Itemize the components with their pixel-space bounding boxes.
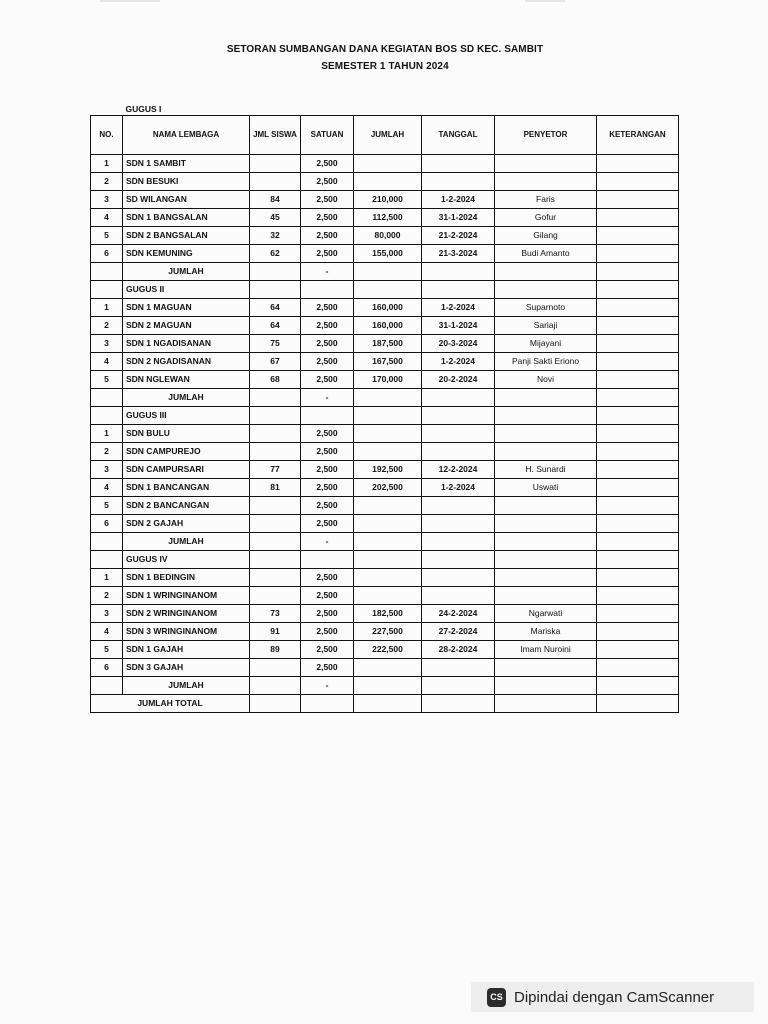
group-total-label: JUMLAH	[123, 533, 250, 551]
cell-siswa: 32	[250, 227, 301, 245]
cell-no: 1	[91, 569, 123, 587]
cell-keterangan	[597, 245, 679, 263]
cell-tanggal: 28-2-2024	[422, 641, 495, 659]
cell-satuan: 2,500	[301, 587, 354, 605]
cell-tanggal: 20-2-2024	[422, 371, 495, 389]
group-total-label: JUMLAH	[123, 677, 250, 695]
cell-nama: SDN 2 GAJAH	[123, 515, 250, 533]
cell-no: 5	[91, 641, 123, 659]
cell-siswa: 64	[250, 299, 301, 317]
cell-no: 1	[91, 155, 123, 173]
table-row	[91, 659, 679, 677]
cell-tanggal: 12-2-2024	[422, 461, 495, 479]
cell-no: 6	[91, 515, 123, 533]
cell-tanggal	[422, 173, 495, 191]
table-row	[91, 569, 679, 587]
grand-total-label: JUMLAH TOTAL	[91, 695, 250, 713]
empty-cell	[250, 677, 301, 695]
empty-cell	[91, 677, 123, 695]
empty-cell	[91, 533, 123, 551]
cell-siswa: 62	[250, 245, 301, 263]
table-row	[91, 605, 679, 623]
cell-jumlah: 80,000	[354, 227, 422, 245]
cell-penyetor: Imam Nuroini	[495, 641, 597, 659]
cell-siswa	[250, 173, 301, 191]
cell-penyetor: H. Sunardi	[495, 461, 597, 479]
cell-no: 2	[91, 173, 123, 191]
cell-siswa	[250, 569, 301, 587]
cell-keterangan	[597, 191, 679, 209]
cell-siswa	[250, 587, 301, 605]
group-total-satuan: -	[301, 389, 354, 407]
cell-penyetor: Budi Amanto	[495, 245, 597, 263]
cell-siswa	[250, 497, 301, 515]
header-jml-siswa: JML SISWA	[250, 116, 301, 155]
camscanner-label: Dipindai dengan CamScanner	[514, 988, 715, 1006]
cell-nama: SDN 1 SAMBIT	[123, 155, 250, 173]
table-row	[91, 227, 679, 245]
empty-cell	[250, 389, 301, 407]
cell-satuan: 2,500	[301, 155, 354, 173]
empty-cell	[354, 281, 422, 299]
table-row	[91, 209, 679, 227]
cell-penyetor	[495, 497, 597, 515]
cell-keterangan	[597, 173, 679, 191]
group-label: GUGUS III	[123, 407, 250, 425]
cell-nama: SDN CAMPURSARI	[123, 461, 250, 479]
table-row	[91, 317, 679, 335]
cell-no: 3	[91, 461, 123, 479]
empty-cell	[301, 551, 354, 569]
cell-keterangan	[597, 353, 679, 371]
empty-cell	[495, 389, 597, 407]
cell-satuan: 2,500	[301, 371, 354, 389]
group-label: GUGUS I	[125, 103, 162, 114]
cell-keterangan	[597, 425, 679, 443]
group-total-row	[91, 677, 679, 695]
camscanner-watermark	[471, 982, 754, 1012]
cell-satuan: 2,500	[301, 245, 354, 263]
cell-jumlah: 222,500	[354, 641, 422, 659]
cell-keterangan	[597, 641, 679, 659]
table-header-row	[91, 116, 679, 155]
cell-siswa: 81	[250, 479, 301, 497]
cell-jumlah: 192,500	[354, 461, 422, 479]
cell-nama: SDN 2 MAGUAN	[123, 317, 250, 335]
document-title: SETORAN SUMBANGAN DANA KEGIATAN BOS SD KEC. SAMBIT	[226, 44, 544, 55]
empty-cell	[422, 677, 495, 695]
empty-cell	[250, 533, 301, 551]
group-total-satuan: -	[301, 263, 354, 281]
cell-no: 3	[91, 605, 123, 623]
header-satuan: SATUAN	[301, 116, 354, 155]
table-row	[91, 191, 679, 209]
empty-cell	[597, 551, 679, 569]
cell-keterangan	[597, 569, 679, 587]
scan-edge-marks	[95, 0, 675, 3]
empty-cell	[495, 407, 597, 425]
document-subtitle: SEMESTER 1 TAHUN 2024	[321, 61, 449, 72]
cell-no: 1	[91, 425, 123, 443]
cell-keterangan	[597, 605, 679, 623]
cell-no: 5	[91, 371, 123, 389]
cell-jumlah	[354, 155, 422, 173]
cell-nama: SDN 1 BANGSALAN	[123, 209, 250, 227]
cell-penyetor: Gilang	[495, 227, 597, 245]
cell-nama: SDN 1 NGADISANAN	[123, 335, 250, 353]
cell-no: 5	[91, 497, 123, 515]
cell-penyetor: Sariaji	[495, 317, 597, 335]
empty-cell	[597, 389, 679, 407]
empty-cell	[250, 281, 301, 299]
cell-siswa: 67	[250, 353, 301, 371]
empty-cell	[495, 281, 597, 299]
cell-siswa: 77	[250, 461, 301, 479]
empty-cell	[91, 263, 123, 281]
cell-keterangan	[597, 497, 679, 515]
cell-keterangan	[597, 335, 679, 353]
empty-cell	[354, 407, 422, 425]
cell-satuan: 2,500	[301, 353, 354, 371]
empty-cell	[301, 695, 354, 713]
empty-cell	[422, 281, 495, 299]
cell-no: 2	[91, 587, 123, 605]
empty-cell	[495, 263, 597, 281]
cell-no: 1	[91, 299, 123, 317]
header-penyetor: PENYETOR	[495, 116, 597, 155]
cell-jumlah: 210,000	[354, 191, 422, 209]
cell-satuan: 2,500	[301, 425, 354, 443]
cell-tanggal: 1-2-2024	[422, 191, 495, 209]
cell-jumlah	[354, 425, 422, 443]
cell-keterangan	[597, 587, 679, 605]
group-no-cell	[91, 551, 123, 569]
empty-cell	[354, 695, 422, 713]
cell-siswa: 68	[250, 371, 301, 389]
header-jumlah: JUMLAH	[354, 116, 422, 155]
cell-siswa: 84	[250, 191, 301, 209]
group-header-row	[91, 281, 679, 299]
table-row	[91, 623, 679, 641]
cell-nama: SDN 2 WRINGINANOM	[123, 605, 250, 623]
cell-no: 4	[91, 209, 123, 227]
group-no-cell	[91, 281, 123, 299]
cell-tanggal: 24-2-2024	[422, 605, 495, 623]
cell-penyetor: Uswati	[495, 479, 597, 497]
cell-siswa: 75	[250, 335, 301, 353]
cell-nama: SDN BESUKI	[123, 173, 250, 191]
cell-penyetor: Mijayani	[495, 335, 597, 353]
cell-no: 4	[91, 479, 123, 497]
cell-nama: SDN 1 WRINGINANOM	[123, 587, 250, 605]
cell-keterangan	[597, 479, 679, 497]
cell-nama: SDN 1 GAJAH	[123, 641, 250, 659]
table-row	[91, 515, 679, 533]
cell-siswa	[250, 425, 301, 443]
empty-cell	[422, 263, 495, 281]
empty-cell	[250, 407, 301, 425]
group-total-row	[91, 263, 679, 281]
empty-cell	[354, 263, 422, 281]
cell-nama: SDN NGLEWAN	[123, 371, 250, 389]
cell-jumlah	[354, 497, 422, 515]
table-row	[91, 641, 679, 659]
cell-siswa	[250, 659, 301, 677]
cell-keterangan	[597, 155, 679, 173]
empty-cell	[597, 677, 679, 695]
cell-tanggal: 1-2-2024	[422, 299, 495, 317]
empty-cell	[422, 551, 495, 569]
cell-tanggal	[422, 659, 495, 677]
group-total-label: JUMLAH	[123, 263, 250, 281]
contribution-table	[90, 103, 679, 713]
cell-siswa: 91	[250, 623, 301, 641]
cell-jumlah	[354, 173, 422, 191]
cell-penyetor: Mariska	[495, 623, 597, 641]
group-label-row	[91, 103, 679, 116]
empty-cell	[597, 281, 679, 299]
table-row	[91, 353, 679, 371]
cell-satuan: 2,500	[301, 569, 354, 587]
cell-satuan: 2,500	[301, 227, 354, 245]
cell-keterangan	[597, 515, 679, 533]
cell-penyetor: Faris	[495, 191, 597, 209]
table-row	[91, 299, 679, 317]
empty-cell	[422, 389, 495, 407]
cell-no: 2	[91, 443, 123, 461]
cell-tanggal: 21-3-2024	[422, 245, 495, 263]
camscanner-logo-icon: CS	[487, 988, 506, 1007]
empty-cell	[597, 263, 679, 281]
cell-jumlah	[354, 569, 422, 587]
cell-siswa	[250, 515, 301, 533]
cell-nama: SDN 3 WRINGINANOM	[123, 623, 250, 641]
cell-satuan: 2,500	[301, 659, 354, 677]
cell-keterangan	[597, 443, 679, 461]
group-label: GUGUS II	[123, 281, 250, 299]
empty-cell	[422, 695, 495, 713]
group-no-cell	[91, 407, 123, 425]
table-row	[91, 443, 679, 461]
cell-satuan: 2,500	[301, 497, 354, 515]
cell-keterangan	[597, 209, 679, 227]
group-header-row	[91, 407, 679, 425]
cell-satuan: 2,500	[301, 515, 354, 533]
cell-satuan: 2,500	[301, 317, 354, 335]
cell-nama: SDN CAMPUREJO	[123, 443, 250, 461]
cell-keterangan	[597, 623, 679, 641]
cell-no: 5	[91, 227, 123, 245]
cell-tanggal	[422, 497, 495, 515]
cell-jumlah: 155,000	[354, 245, 422, 263]
group-total-label: JUMLAH	[123, 389, 250, 407]
table-row	[91, 587, 679, 605]
cell-tanggal: 1-2-2024	[422, 353, 495, 371]
cell-keterangan	[597, 371, 679, 389]
header-no: NO.	[91, 116, 123, 155]
empty-cell	[91, 389, 123, 407]
table-row	[91, 371, 679, 389]
cell-penyetor	[495, 173, 597, 191]
cell-tanggal	[422, 155, 495, 173]
cell-no: 3	[91, 191, 123, 209]
empty-cell	[495, 551, 597, 569]
cell-no: 2	[91, 317, 123, 335]
cell-jumlah	[354, 659, 422, 677]
cell-tanggal: 31-1-2024	[422, 209, 495, 227]
cell-no: 3	[91, 335, 123, 353]
table-row	[91, 479, 679, 497]
cell-tanggal: 20-3-2024	[422, 335, 495, 353]
cell-nama: SDN BULU	[123, 425, 250, 443]
cell-jumlah	[354, 587, 422, 605]
cell-satuan: 2,500	[301, 479, 354, 497]
header-tanggal: TANGGAL	[422, 116, 495, 155]
table-row	[91, 335, 679, 353]
cell-penyetor	[495, 155, 597, 173]
cell-satuan: 2,500	[301, 605, 354, 623]
cell-tanggal	[422, 587, 495, 605]
cell-keterangan	[597, 317, 679, 335]
cell-tanggal	[422, 569, 495, 587]
cell-satuan: 2,500	[301, 209, 354, 227]
cell-siswa	[250, 155, 301, 173]
empty-cell	[495, 533, 597, 551]
empty-cell	[422, 533, 495, 551]
table-row	[91, 497, 679, 515]
cell-penyetor	[495, 443, 597, 461]
empty-cell	[354, 677, 422, 695]
cell-satuan: 2,500	[301, 173, 354, 191]
cell-tanggal	[422, 443, 495, 461]
empty-cell	[354, 389, 422, 407]
cell-siswa: 64	[250, 317, 301, 335]
cell-penyetor: Panji Sakti Eriono	[495, 353, 597, 371]
empty-cell	[597, 407, 679, 425]
cell-jumlah: 167,500	[354, 353, 422, 371]
empty-cell	[250, 551, 301, 569]
table-row	[91, 245, 679, 263]
cell-siswa: 89	[250, 641, 301, 659]
empty-cell	[354, 551, 422, 569]
table-body	[91, 155, 679, 713]
cell-satuan: 2,500	[301, 641, 354, 659]
cell-no: 6	[91, 245, 123, 263]
cell-penyetor	[495, 425, 597, 443]
cell-penyetor: Suparnoto	[495, 299, 597, 317]
table-row	[91, 461, 679, 479]
cell-jumlah: 112,500	[354, 209, 422, 227]
table-row	[91, 173, 679, 191]
cell-jumlah: 182,500	[354, 605, 422, 623]
cell-keterangan	[597, 659, 679, 677]
cell-no: 6	[91, 659, 123, 677]
cell-jumlah: 202,500	[354, 479, 422, 497]
cell-nama: SDN 1 BEDINGIN	[123, 569, 250, 587]
table-row	[91, 155, 679, 173]
cell-no: 4	[91, 623, 123, 641]
empty-cell	[250, 695, 301, 713]
group-header-row	[91, 551, 679, 569]
cell-keterangan	[597, 299, 679, 317]
cell-penyetor	[495, 587, 597, 605]
header-nama-lembaga: NAMA LEMBAGA	[123, 116, 250, 155]
cell-jumlah	[354, 443, 422, 461]
cell-satuan: 2,500	[301, 461, 354, 479]
cell-tanggal	[422, 425, 495, 443]
cell-penyetor	[495, 515, 597, 533]
cell-nama: SD WILANGAN	[123, 191, 250, 209]
header-keterangan: KETERANGAN	[597, 116, 679, 155]
cell-tanggal: 1-2-2024	[422, 479, 495, 497]
cell-jumlah: 187,500	[354, 335, 422, 353]
cell-jumlah	[354, 515, 422, 533]
cell-nama: SDN 3 GAJAH	[123, 659, 250, 677]
cell-satuan: 2,500	[301, 623, 354, 641]
cell-no: 4	[91, 353, 123, 371]
cell-tanggal: 27-2-2024	[422, 623, 495, 641]
cell-penyetor	[495, 659, 597, 677]
cell-penyetor	[495, 569, 597, 587]
table-row	[91, 425, 679, 443]
cell-satuan: 2,500	[301, 335, 354, 353]
cell-penyetor: Gofur	[495, 209, 597, 227]
cell-siswa: 45	[250, 209, 301, 227]
group-total-row	[91, 389, 679, 407]
group-total-row	[91, 533, 679, 551]
cell-tanggal: 21-2-2024	[422, 227, 495, 245]
cell-tanggal	[422, 515, 495, 533]
cell-tanggal: 31-1-2024	[422, 317, 495, 335]
cell-nama: SDN 2 BANCANGAN	[123, 497, 250, 515]
group-label: GUGUS IV	[123, 551, 250, 569]
cell-jumlah: 227,500	[354, 623, 422, 641]
empty-cell	[301, 281, 354, 299]
cell-siswa: 73	[250, 605, 301, 623]
grand-total-row	[91, 695, 679, 713]
cell-nama: SDN KEMUNING	[123, 245, 250, 263]
cell-nama: SDN 1 MAGUAN	[123, 299, 250, 317]
cell-jumlah: 160,000	[354, 299, 422, 317]
group-total-satuan: -	[301, 533, 354, 551]
empty-cell	[597, 533, 679, 551]
empty-cell	[495, 695, 597, 713]
cell-satuan: 2,500	[301, 191, 354, 209]
empty-cell	[495, 677, 597, 695]
cell-jumlah: 160,000	[354, 317, 422, 335]
cell-keterangan	[597, 461, 679, 479]
empty-cell	[354, 533, 422, 551]
cell-satuan: 2,500	[301, 299, 354, 317]
cell-penyetor: Ngarwati	[495, 605, 597, 623]
group-total-satuan: -	[301, 677, 354, 695]
empty-cell	[597, 695, 679, 713]
empty-cell	[422, 407, 495, 425]
cell-satuan: 2,500	[301, 443, 354, 461]
cell-nama: SDN 2 BANGSALAN	[123, 227, 250, 245]
cell-keterangan	[597, 227, 679, 245]
cell-jumlah: 170,000	[354, 371, 422, 389]
cell-siswa	[250, 443, 301, 461]
cell-penyetor: Novi	[495, 371, 597, 389]
empty-cell	[250, 263, 301, 281]
cell-nama: SDN 1 BANCANGAN	[123, 479, 250, 497]
cell-nama: SDN 2 NGADISANAN	[123, 353, 250, 371]
empty-cell	[301, 407, 354, 425]
